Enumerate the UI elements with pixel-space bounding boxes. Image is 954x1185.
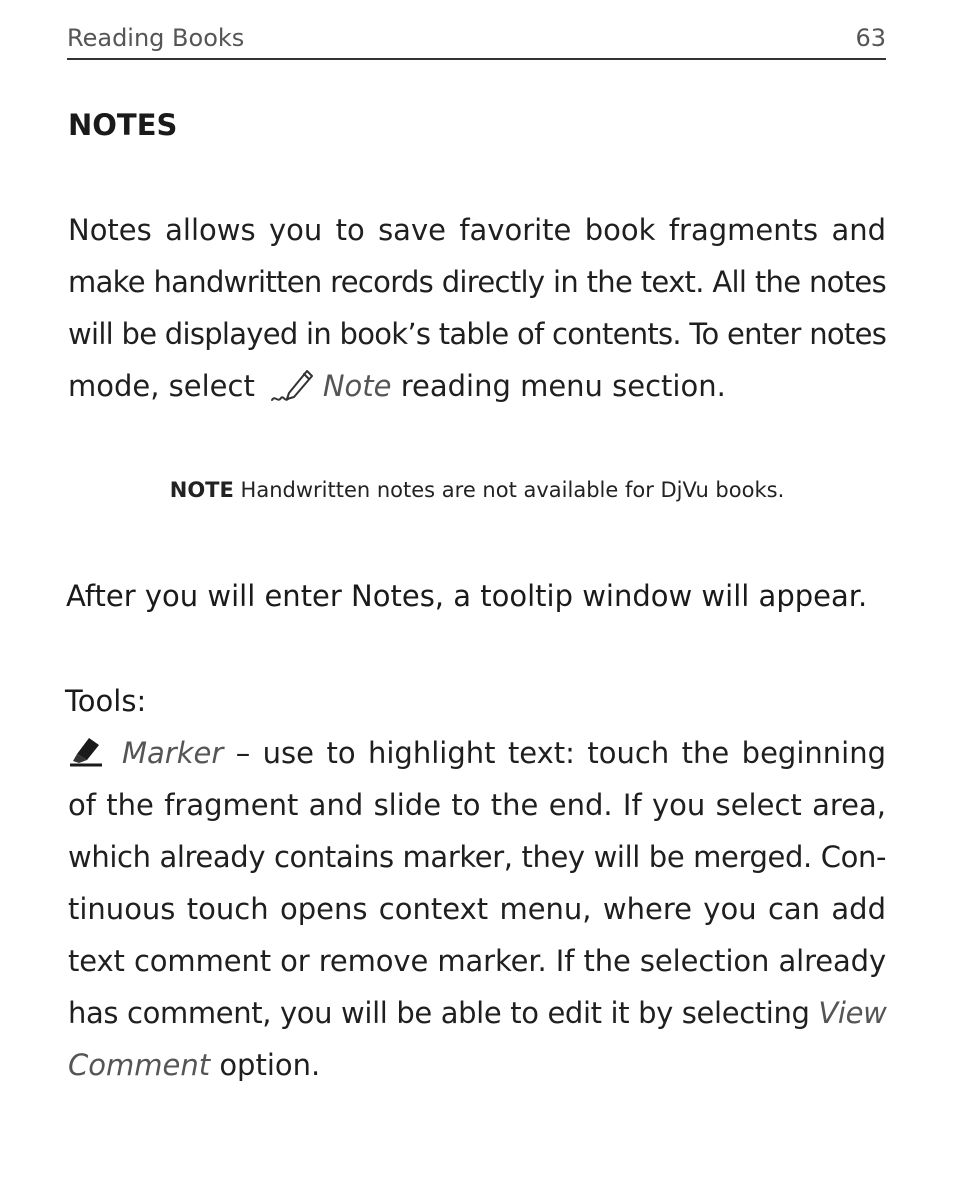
marker-line <box>68 727 886 779</box>
intro-line: make handwritten records directly in the text. All the notes <box>68 265 886 299</box>
marker-line <box>68 1039 886 1091</box>
tools-label: Tools: <box>65 684 147 718</box>
pencil-icon <box>269 364 315 404</box>
marker-line: tinuous touch opens context menu, where you can add <box>68 892 886 926</box>
intro-paragraph <box>68 204 886 412</box>
view-comment-label: Comment <box>68 1048 211 1082</box>
running-title: Reading Books <box>67 24 245 52</box>
intro-line: will be displayed in book’s table of contents. To enter notes <box>68 317 887 351</box>
note-label: NOTE <box>169 478 234 502</box>
page-number: 63 <box>855 24 886 52</box>
marker-line: of the fragment and slide to the end. If you select area, <box>68 788 886 822</box>
marker-name: Marker <box>122 736 224 770</box>
marker-text: has comment, you will be able to edit it by selecting <box>68 996 810 1030</box>
marker-line: text comment or remove marker. If the selection already <box>68 944 886 978</box>
marker-text: – use to highlight text: touch the beginning <box>235 736 886 770</box>
note-menu-label: Note <box>322 369 392 403</box>
view-comment-label: View <box>818 996 887 1030</box>
note-callout <box>0 478 954 502</box>
marker-line: which already contains marker, they will be merged. Con- <box>68 840 887 874</box>
marker-icon <box>68 732 104 766</box>
intro-text: mode, select <box>68 369 255 403</box>
page-header <box>67 22 886 60</box>
marker-line <box>68 987 886 1039</box>
after-enter-text: After you will enter Notes, a tooltip window will appear. <box>66 579 868 613</box>
marker-paragraph <box>68 727 886 1091</box>
intro-line <box>68 360 886 412</box>
intro-line: Notes allows you to save favorite book fragments and <box>68 213 886 247</box>
note-text: Handwritten notes are not available for DjVu books. <box>240 478 785 502</box>
marker-text: option. <box>219 1048 321 1082</box>
section-heading: NOTES <box>68 108 178 142</box>
intro-text: reading menu section. <box>400 369 726 403</box>
